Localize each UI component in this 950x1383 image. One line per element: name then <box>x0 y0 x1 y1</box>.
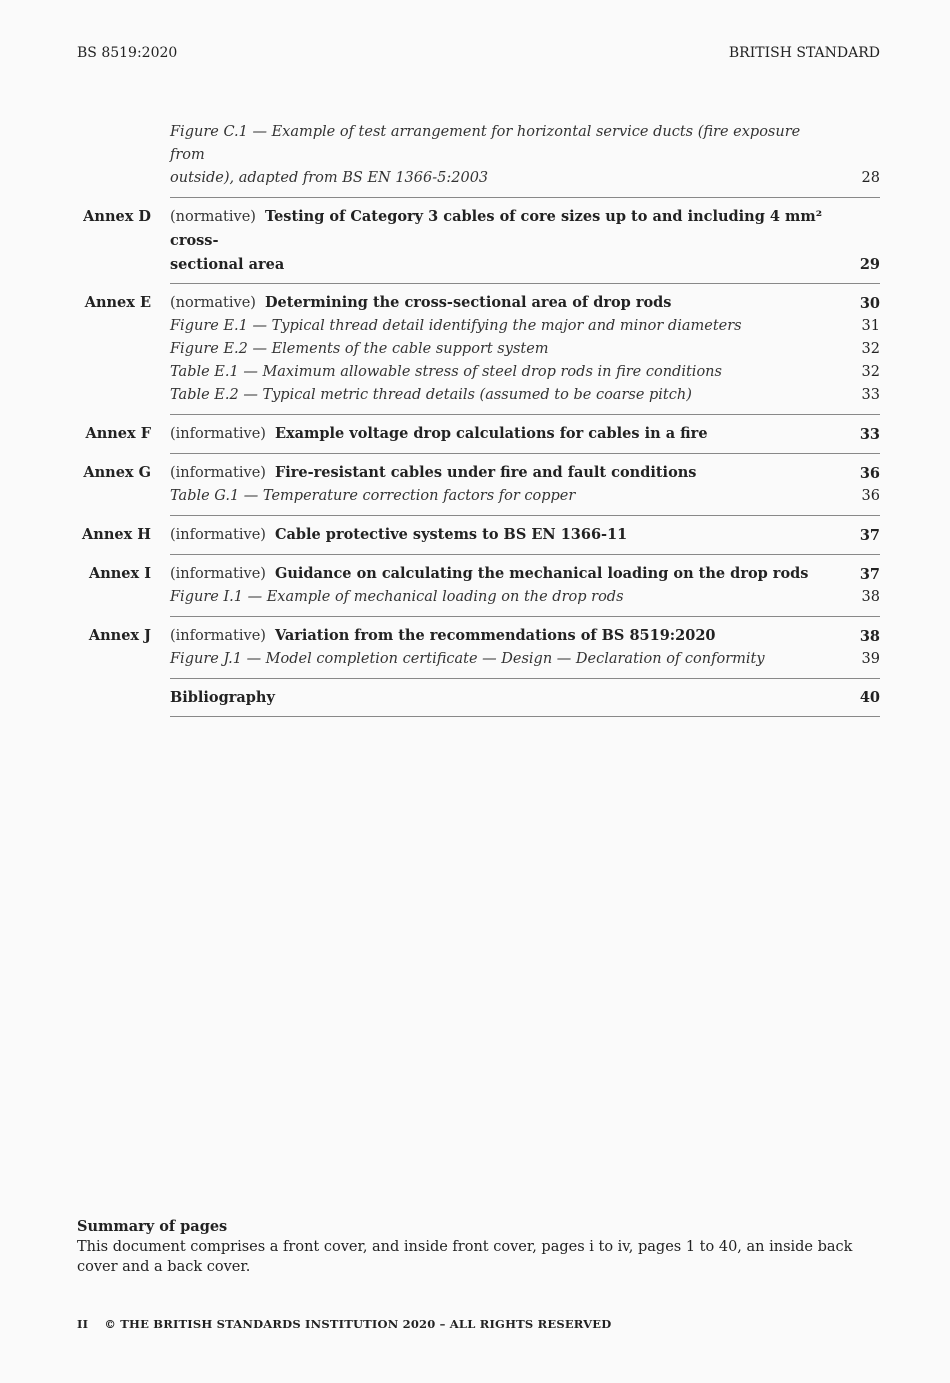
header-standard-number: BS 8519:2020 <box>77 45 178 61</box>
page-footer <box>77 1317 611 1331</box>
footer-copyright: © THE BRITISH STANDARDS INSTITUTION 2020 – ALL RIGHTS RESERVED <box>104 1317 612 1331</box>
toc-block-annex-c-cont <box>77 121 880 198</box>
toc-block-annex-e <box>77 284 880 415</box>
toc-entry[interactable]: Table E.1 — Maximum allowable stress of steel drop rods in fire conditions 32 <box>170 361 880 384</box>
toc-entry[interactable]: Figure E.1 — Typical thread detail identifying the major and minor diameters 31 <box>170 315 880 338</box>
toc-block-annex-i <box>77 555 880 617</box>
footer-page-number: II <box>77 1317 89 1331</box>
toc-page-number: 36 <box>861 488 880 504</box>
table-of-contents <box>77 121 880 717</box>
toc-entry-annex-h[interactable]: (informative) Cable protective systems to BS EN 1366-11 37 <box>170 523 880 547</box>
toc-block-annex-g <box>77 454 880 516</box>
toc-page-number: 38 <box>859 628 880 645</box>
toc-page-number: 30 <box>859 295 880 312</box>
annex-label: Annex F <box>85 425 151 442</box>
toc-page-number: 29 <box>859 256 880 273</box>
toc-block-annex-d <box>77 198 880 284</box>
toc-page-number: 32 <box>861 364 880 380</box>
toc-page-number: 40 <box>859 689 880 706</box>
toc-entry-bibliography[interactable]: Bibliography 40 <box>170 686 880 709</box>
toc-entry-annex-g[interactable]: (informative) Fire-resistant cables under fire and fault conditions 36 <box>170 461 880 485</box>
toc-page-number: 32 <box>861 341 880 357</box>
toc-block-annex-h <box>77 516 880 555</box>
toc-entry[interactable]: Table G.1 — Temperature correction factors for copper 36 <box>170 485 880 508</box>
toc-page-number: 31 <box>861 318 880 334</box>
annex-label: Annex H <box>82 526 151 543</box>
toc-page-number: 37 <box>859 527 880 544</box>
toc-entry[interactable]: Figure E.2 — Elements of the cable support system 32 <box>170 338 880 361</box>
toc-entry[interactable]: Figure I.1 — Example of mechanical loading on the drop rods 38 <box>170 586 880 609</box>
toc-page-number: 36 <box>859 465 880 482</box>
toc-entry[interactable]: Figure J.1 — Model completion certificate — Design — Declaration of conformity 39 <box>170 648 880 671</box>
summary-of-pages <box>77 1217 880 1277</box>
annex-label: Annex J <box>88 627 151 644</box>
toc-block-annex-f <box>77 415 880 454</box>
summary-heading: Summary of pages <box>77 1218 228 1235</box>
toc-entry-annex-j[interactable]: (informative) Variation from the recommendations of BS 8519:2020 38 <box>170 624 880 648</box>
toc-page-number: 39 <box>861 651 880 667</box>
annex-label: Annex D <box>83 208 151 225</box>
annex-label: Annex E <box>84 294 151 311</box>
page-header <box>77 45 880 61</box>
toc-entry-annex-f[interactable]: (informative) Example voltage drop calculations for cables in a fire 33 <box>170 422 880 446</box>
annex-label: Annex G <box>83 464 151 481</box>
toc-entry[interactable]: Figure C.1 — Example of test arrangement for horizontal service ducts (fire exposure from <box>170 124 801 163</box>
toc-entry-annex-d-cont[interactable]: sectional area 29 <box>170 253 880 276</box>
toc-page-number: 33 <box>861 387 880 403</box>
toc-entry-annex-e[interactable]: (normative) Determining the cross-sectional area of drop rods 30 <box>170 291 880 315</box>
toc-entry-annex-d[interactable]: (normative) Testing of Category 3 cables of core sizes up to and including 4 mm² cross- <box>170 208 823 249</box>
header-publisher: BRITISH STANDARD <box>728 45 880 61</box>
annex-label: Annex I <box>88 565 151 582</box>
toc-entry-annex-i[interactable]: (informative) Guidance on calculating the mechanical loading on the drop rods 37 <box>170 562 880 586</box>
toc-page-number: 37 <box>859 566 880 583</box>
toc-entry[interactable]: Table E.2 — Typical metric thread details (assumed to be coarse pitch) 33 <box>170 384 880 407</box>
toc-page-number: 28 <box>861 170 880 186</box>
toc-entry[interactable]: outside), adapted from BS EN 1366-5:2003 28 <box>170 167 880 190</box>
toc-page-number: 33 <box>859 426 880 443</box>
toc-page-number: 38 <box>861 589 880 605</box>
toc-block-bibliography <box>77 679 880 717</box>
summary-text: This document comprises a front cover, and inside front cover, pages i to iv, pages 1 to 40, an inside back cover and a back cover. <box>77 1239 853 1275</box>
toc-block-annex-j <box>77 617 880 679</box>
